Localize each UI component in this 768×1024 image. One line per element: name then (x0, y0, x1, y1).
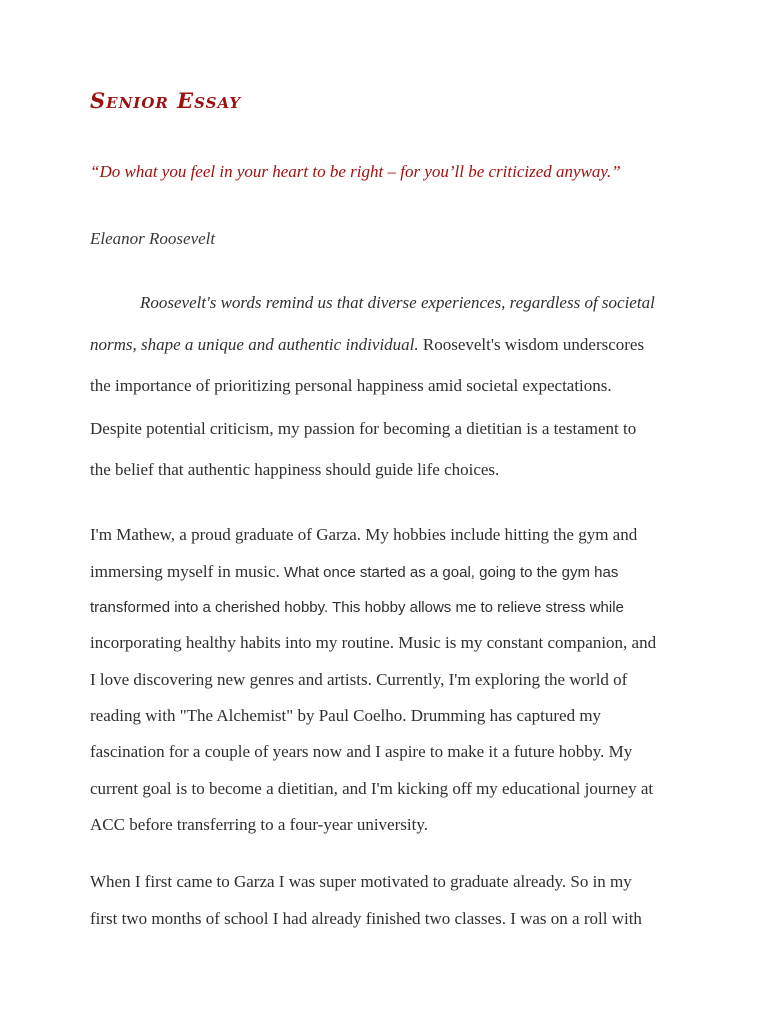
paragraph-line: the belief that authentic happiness should guide life choices. (90, 460, 500, 479)
paragraph-line: reading with "The Alchemist" by Paul Coelho. Drumming has captured my (90, 706, 602, 725)
paragraph-line (90, 562, 618, 582)
paragraph-line: the importance of prioritizing personal happiness amid societal expectations. (90, 376, 612, 395)
paragraph-line: I'm Mathew, a proud graduate of Garza. My hobbies include hitting the gym and (90, 525, 638, 544)
paragraph-line: incorporating healthy habits into my routine. Music is my constant companion, and (90, 633, 657, 652)
text-run: What once started as a goal, going to the gym has (279, 564, 619, 581)
paragraph-line: Despite potential criticism, my passion for becoming a dietitian is a testament to (90, 419, 637, 438)
italic-phrase: norms, shape a unique and authentic individual. (90, 335, 419, 354)
paragraph-line: current goal is to become a dietitian, and I'm kicking off my educational journey at (90, 779, 654, 798)
paragraph-line: transformed into a cherished hobby. This hobby allows me to relieve stress while (90, 599, 624, 616)
text-run: Roosevelt's wisdom underscores (418, 335, 645, 354)
paragraph-line: Roosevelt's words remind us that diverse experiences, regardless of societal (140, 293, 655, 312)
paragraph-line: first two months of school I had already finished two classes. I was on a roll with (90, 909, 642, 928)
paragraph-line: I love discovering new genres and artists. Currently, I'm exploring the world of (90, 670, 628, 689)
text-run: immersing myself in music. (90, 562, 280, 581)
epigraph-quote: “Do what you feel in your heart to be right – for you’ll be criticized anyway.” (90, 162, 621, 181)
paragraph-line (90, 335, 644, 355)
essay-title: Senior Essay (90, 88, 242, 113)
quote-author: Eleanor Roosevelt (90, 229, 216, 248)
paragraph-line: ACC before transferring to a four-year university. (90, 815, 428, 834)
paragraph-line: fascination for a couple of years now and I aspire to make it a future hobby. My (90, 742, 633, 761)
paragraph-line: When I first came to Garza I was super motivated to graduate already. So in my (90, 872, 632, 891)
